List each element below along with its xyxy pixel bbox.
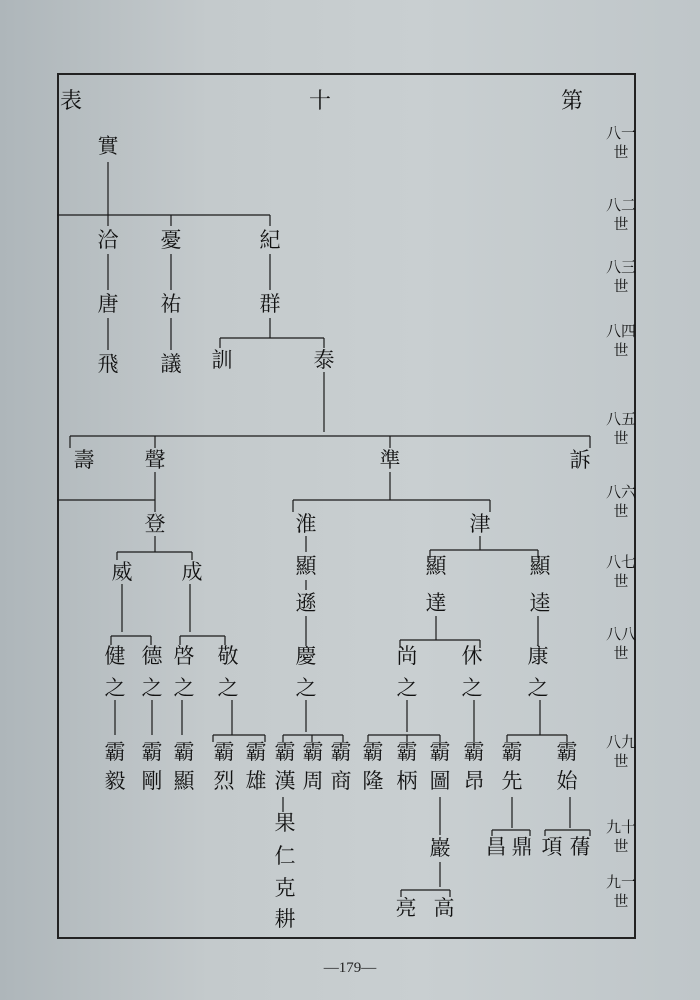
person-name: 項 [541, 835, 563, 859]
person-name: 飛 [97, 352, 119, 376]
person-name: 霸 [302, 740, 324, 764]
person-name: 群 [259, 292, 281, 316]
person-name: 遜 [295, 591, 317, 615]
person-name: 祐 [160, 292, 182, 316]
person-name: 霸 [104, 740, 126, 764]
person-name: 烈 [213, 769, 235, 793]
person-name: 漢 [274, 769, 296, 793]
person-name: 霸 [396, 740, 418, 764]
person-name: 霸 [463, 740, 485, 764]
generation-label: 八一世 [605, 124, 636, 161]
page-number: —179— [323, 960, 377, 976]
person-name: 霸 [362, 740, 384, 764]
header-center: 十 [309, 89, 332, 114]
generation-label: 八八世 [605, 625, 636, 662]
person-name: 霸 [429, 740, 451, 764]
generation-label: 八九世 [605, 733, 636, 770]
person-name: 健 [104, 644, 126, 668]
person-name: 果 [274, 811, 296, 835]
person-name: 霸 [245, 740, 267, 764]
person-name: 霸 [501, 740, 523, 764]
generation-label: 八三世 [605, 258, 636, 295]
person-name: 成 [181, 560, 203, 584]
person-name: 顯 [295, 554, 317, 578]
person-name: 泰 [313, 348, 335, 372]
person-name: 達 [425, 591, 447, 615]
person-name: 昌 [485, 835, 507, 859]
person-name: 訓 [211, 348, 233, 372]
generation-label: 八四世 [605, 322, 636, 359]
person-name: 耕 [274, 907, 296, 931]
person-name: 之 [396, 676, 418, 700]
person-name: 剛 [141, 769, 163, 793]
person-name: 顯 [425, 554, 447, 578]
person-name: 顯 [529, 554, 551, 578]
person-name: 實 [97, 134, 119, 158]
person-name: 先 [501, 769, 523, 793]
person-name: 顯 [173, 769, 195, 793]
person-name: 憂 [160, 228, 182, 252]
person-name: 逵 [529, 591, 551, 615]
generation-label: 九十世 [605, 818, 636, 855]
person-name: 之 [173, 676, 195, 700]
generation-label: 八七世 [605, 553, 636, 590]
person-name: 議 [160, 352, 182, 376]
person-name: 之 [461, 676, 483, 700]
person-name: 克 [274, 876, 296, 900]
person-name: 津 [469, 512, 491, 536]
person-name: 之 [527, 676, 549, 700]
person-name: 雄 [245, 769, 267, 793]
person-name: 霸 [173, 740, 195, 764]
person-name: 慶 [295, 644, 317, 668]
person-name: 之 [295, 676, 317, 700]
generation-label: 八五世 [605, 410, 636, 447]
person-name: 之 [141, 676, 163, 700]
generation-label: 九一世 [605, 873, 636, 910]
person-name: 始 [556, 769, 578, 793]
person-name: 昂 [463, 769, 485, 793]
generation-label: 八二世 [605, 196, 636, 233]
header-left: 表 [60, 89, 83, 114]
person-name: 霸 [141, 740, 163, 764]
person-name: 周 [302, 769, 324, 793]
person-name: 紀 [259, 228, 281, 252]
person-name: 霸 [556, 740, 578, 764]
person-name: 霸 [274, 740, 296, 764]
generation-label: 八六世 [605, 483, 636, 520]
person-name: 德 [141, 644, 163, 668]
person-name: 康 [527, 644, 549, 668]
person-name: 壽 [73, 448, 95, 472]
person-name: 休 [461, 644, 483, 668]
person-name: 敬 [217, 644, 239, 668]
person-name: 之 [217, 676, 239, 700]
header-right: 第 [561, 89, 584, 114]
person-name: 商 [330, 769, 352, 793]
person-name: 高 [433, 896, 455, 920]
person-name: 登 [144, 512, 166, 536]
person-name: 威 [111, 560, 133, 584]
person-name: 訴 [569, 448, 591, 472]
person-name: 鼎 [511, 835, 533, 859]
person-name: 淮 [295, 512, 317, 536]
person-name: 霸 [213, 740, 235, 764]
person-name: 準 [379, 448, 401, 472]
person-name: 柄 [396, 769, 418, 793]
person-name: 洽 [97, 228, 119, 252]
person-name: 仁 [274, 844, 296, 868]
person-name: 霸 [330, 740, 352, 764]
person-name: 唐 [97, 292, 119, 316]
person-name: 之 [104, 676, 126, 700]
person-name: 亮 [395, 896, 417, 920]
person-name: 蒨 [569, 835, 591, 859]
person-name: 聲 [144, 448, 166, 472]
person-name: 圖 [429, 769, 451, 793]
person-name: 尚 [396, 644, 418, 668]
person-name: 毅 [104, 769, 126, 793]
person-name: 啓 [173, 644, 195, 668]
person-name: 巖 [429, 836, 451, 860]
person-name: 隆 [362, 769, 384, 793]
